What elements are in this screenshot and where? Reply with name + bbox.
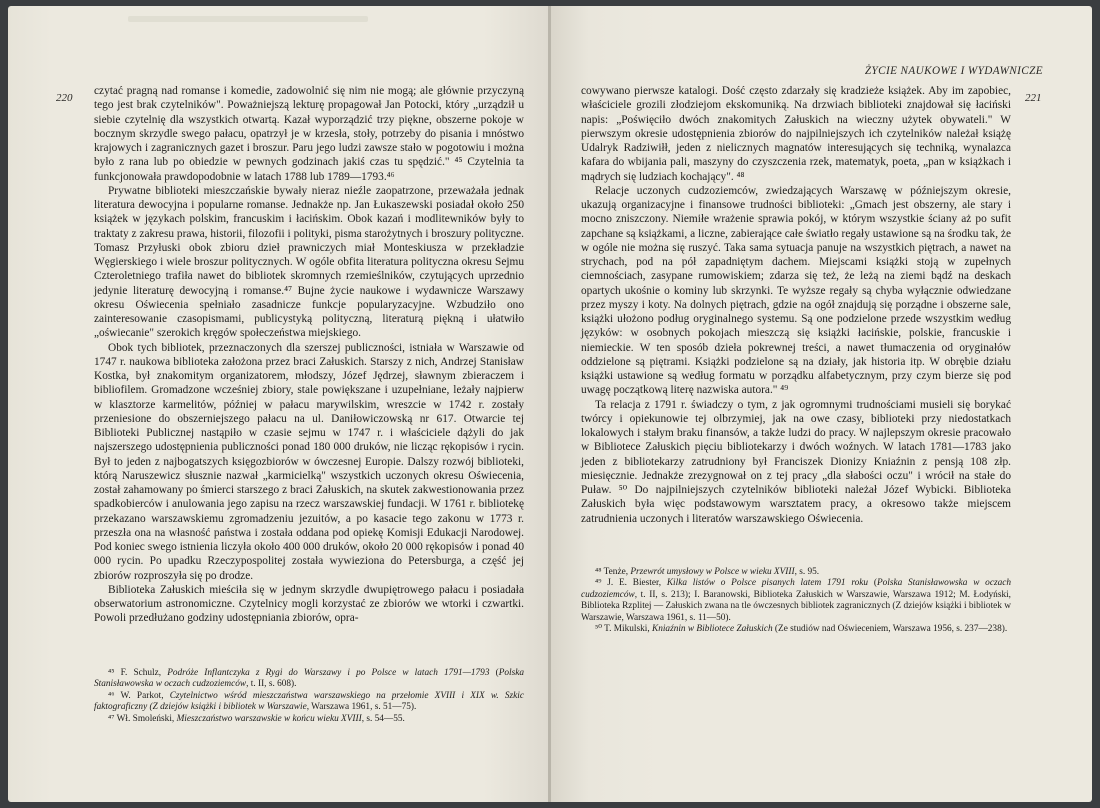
bleed-through-text: [128, 16, 368, 22]
page-number-right: 221: [1025, 92, 1042, 104]
running-head: ŻYCIE NAUKOWE I WYDAWNICZE: [864, 65, 1043, 77]
footnotes-left: [94, 668, 524, 725]
paragraph: Biblioteka Załuskich mieściła się w jednym skrzydle dwupiętrowego pałacu i posiadała obserwatorium astronomiczne. Czytelnicy mogli korzystać ze zbiorów we wtorki i czwartki. Powoli przedłużano godziny udostępniania zbiorów, opra-: [94, 583, 524, 625]
paragraph: cowywano pierwsze katalogi. Dość często zdarzały się kradzieże książek. Aby im zapobiec, właściciele grozili złodziejom ekskomuniką. Na drzwiach biblioteki znajdował się łaciński napis: „Poświęciło dwóch znakomitych Załuskich na wieczny użytek obywateli." W pierwszym okresie udostępnienia zbiorów do najpilniejszych ich czytelników należał książę Udalryk Radziwiłł, jeden z nielicznych magnatów interesujących się techniką, wynalazca kafara do wbijania pali, maszyny do czyszczenia rzek, matematyk, poeta, „pan w książkach i mądrych się ludziach kochający". ⁴⁸: [581, 85, 1011, 183]
book-spread: [8, 6, 1092, 802]
footnote: ⁴⁵ F. Schulz, Podróże Inflantczyka z Rygi do Warszawy i po Polsce w latach 1791—1793 (Polska Stanisławowska w oczach cudzoziemców, t. II, s. 608).: [94, 668, 524, 690]
left-page: [8, 6, 549, 802]
left-body: [94, 84, 524, 626]
footnote: ⁴⁷ Wł. Smoleński, Mieszczaństwo warszawskie w końcu wieku XVIII, s. 54—55.: [108, 713, 405, 724]
paragraph: czytać pragną nad romanse i komedie, zadowolnić się nim nie mogą; ale głównie przyczyną tego jest brak czytelników". Poważniejszą lekturę propagował Jan Potocki, który „urządził u siebie czytelnię dla wszystkich otwartą. Kazał wyporządzić trzy piękne, obszerne pokoje w bocznym skrzydle swego pałacu, opatrzył je w krzesła, stoły, potrzeby do pisania i mnóstwo krajowych i zagranicznych gazet i broszur. Paru jego ludzi zawsze stało w pogotowiu i można było z rana lub po obiedzie w pewnych godzinach jakiś czas tu spędzić." ⁴⁵ Czytelnia ta funkcjonowała prawdopodobnie w latach 1788 lub 1789—1793.⁴⁶: [94, 85, 524, 183]
paragraph: Obok tych bibliotek, przeznaczonych dla szerszej publiczności, istniała w Warszawie od 1747 r. naukowa biblioteka założona przez braci Załuskich. Starszy z nich, Andrzej Stanisław Kostka, był znakomitym organizatorem, młodszy, Józef Jędrzej, sławnym zbieraczem i bibliofilem. Gromadzone wcześniej zbiory, stale powiększane i uzupełniane, leżały najpierw w klasztorze karmelitów, później w pałacu marywilskim, wreszcie w 1742 r. zostały przeniesione do obszerniejszego pałacu na ul. Daniłowiczowską nr 617. Otwarcie tej Biblioteki Publicznej nastąpiło w czasie sejmu w 1747 r. i właściciele dążyli do jak najszerszego udostępnienia publiczności ponad 180 000 druków, nie licząc rękopisów i rycin. Był to jeden z najbogatszych księgozbiorów w ówczesnej Europie. Dalszy rozwój biblioteki, którą Naruszewicz słusznie nazwał „karmicielką" wszystkich uczonych okresu Oświecenia, został zahamowany po śmierci starszego z braci Załuskich, na skutek zakwestionowania przez spadkobierców i anulowania jego zapisu na rzecz warszawskiej fundacji. W 1761 r. bibliotekę przekazano warszawskiemu zgromadzeniu jezuitów, a po kasacie tego zakonu w 1773 r. przeszła ona na własność państwa i została oddana pod opiekę Komisji Edukacji Narodowej. Pod koniec swego istnienia liczyła około 400 000 druków, około 20 000 rękopisów i ponad 40 000 rycin. Po upadku Rzeczypospolitej została wywieziona do Petersburga, a część jej zbiorów rozproszyła się po drodze.: [94, 341, 524, 582]
footnote: ⁴⁶ W. Parkot, Czytelnictwo wśród mieszczaństwa warszawskiego na przełomie XVIII i XIX w. Szkic faktograficzny (Z dziejów książki i bibliotek w Warszawie, Warszawa 1961, s. 51—75).: [94, 690, 525, 713]
footnote: ⁴⁸ Tenże, Przewrót umysłowy w Polsce w wieku XVIII, s. 95.: [595, 567, 820, 577]
footnotes-right: [581, 567, 1011, 635]
paragraph: Prywatne biblioteki mieszczańskie bywały nieraz nieźle zaopatrzone, przeważała jednak literatura dewocyjna i popularne romanse. Jednakże np. Jan Łukaszewski posiadał około 250 książek w językach polskim, francuskim i łacińskim. Obok kazań i modlitewników były to traktaty z zakresu prawa, historii, filozofii i polityki, pisma starożytnych i broszury polityczne. Tomasz Przyłuski obok zbioru dzieł prawniczych miał Monteskiusza w przekładzie Węgierskiego i wiele broszur politycznych. W ogóle obfita literatura polityczna okresu Sejmu Czteroletniego trafiła nawet do bibliotek skromnych rzemieślników, czytujących uprzednio jedynie literaturę dewocyjną i romanse.⁴⁷ Bujne życie naukowe i wydawnicze Warszawy okresu Oświecenia spełniało zasadnicze funkcje popularyzacyjne. Wzbudziło ono zainteresowanie czasopismami, publicystyką polityczną, literaturą piękną i ułatwiło „oświecanie" szerokich kręgów społeczeństwa miejskiego.: [94, 184, 524, 340]
right-page: [551, 6, 1092, 802]
page-number-left: 220: [56, 92, 73, 104]
footnote: ⁵⁰ T. Mikulski, Kniaźnin w Bibliotece Załuskich (Ze studiów nad Oświeceniem, Warszawa 1956, s. 237—238).: [595, 624, 1008, 635]
paragraph: Relacje uczonych cudzoziemców, zwiedzających Warszawę w późniejszym okresie, ukazują organizacyjne i finansowe trudności biblioteki: „Gmach jest obszerny, ale stary i mocno zniszczony. Niemiłe wrażenie sprawia pokój, w którym wszystkie ściany aż po sufit zapchane są książkami, a liczne, zabierające całe światło regały ustawione są na środku tak, że w ogóle nie można się ruszyć. Taka sama sytuacja panuje na wszystkich piętrach, a nawet na strychach, pod na pół zapadniętym dachem. Miejscami książki stoją w zupełnych ciemnościach, zasypane rumowiskiem; zdarza się też, że leżą na ziemi bądź na deskach opartych ukośnie o kominy lub skrzynki. Te wyższe regały są chyba wyłącznie odwiedzane przez myszy i koty. Na dolnych piętrach, gdzie na ogół znajdują się porządne i obszerne sale, książki ułożono podług oryginalnego systemu. Są one podzielone przede wszystkim według języków: w osobnych pokojach mieszczą się książki łacińskie, polskie, francuskie i niemieckie. W ten sposób dzieła pokrewnej treści, a nawet tłumaczenia od oryginałów oddzielone są piętrami. Książki podzielone są na działy, jak historia itp. W obrębie działu książki ustawione są według formatu w porządku alfabetycznym, przy czym bierze się pod uwagę początkową literę nazwiska autora." ⁴⁹: [581, 184, 1011, 397]
footnote: ⁴⁹ J. E. Biester, Kilka listów o Polsce pisanych latem 1791 roku (Polska Stanisławowska w oczach cudzoziemców, t. II, s. 213); I. Baranowski, Biblioteka Załuskich w Warszawie, Warszawa 1912; M. Łodyński, Biblioteka Rzplitej — Załuskich zwana na tle ówczesnych bibliotek zagranicznych (Z dziejów książki i bibliotek w Warszawie, Warszawa 1961, s. 11—50).: [581, 578, 1011, 623]
right-body: [581, 84, 1011, 526]
paragraph: Ta relacja z 1791 r. świadczy o tym, z jak ogromnymi trudnościami musieli się borykać twórcy i opiekunowie tej olbrzymiej, jak na owe czasy, biblioteki przy niedostatkach lokalowych i stałym braku finansów, a także ludzi do pracy. W najlepszym okresie pracowało w Bibliotece Załuskich pięciu bibliotekarzy i dwóch woźnych. W latach 1781—1783 jako jeden z bibliotekarzy zatrudniony był Franciszek Dionizy Kniaźnin z pensją 108 złp. miesięcznie. Jednakże zrezygnował on z tej pracy „dla słabości oczu" i wrócił na stałe do Puław. ⁵⁰ Do najpilniejszych czytelników biblioteki należał Józef Wybicki. Biblioteka Załuskich była więc podstawowym warsztatem pracy, a okresowo także miejscem zatrudnienia uczonych i literatów warszawskiego Oświecenia.: [581, 398, 1011, 525]
